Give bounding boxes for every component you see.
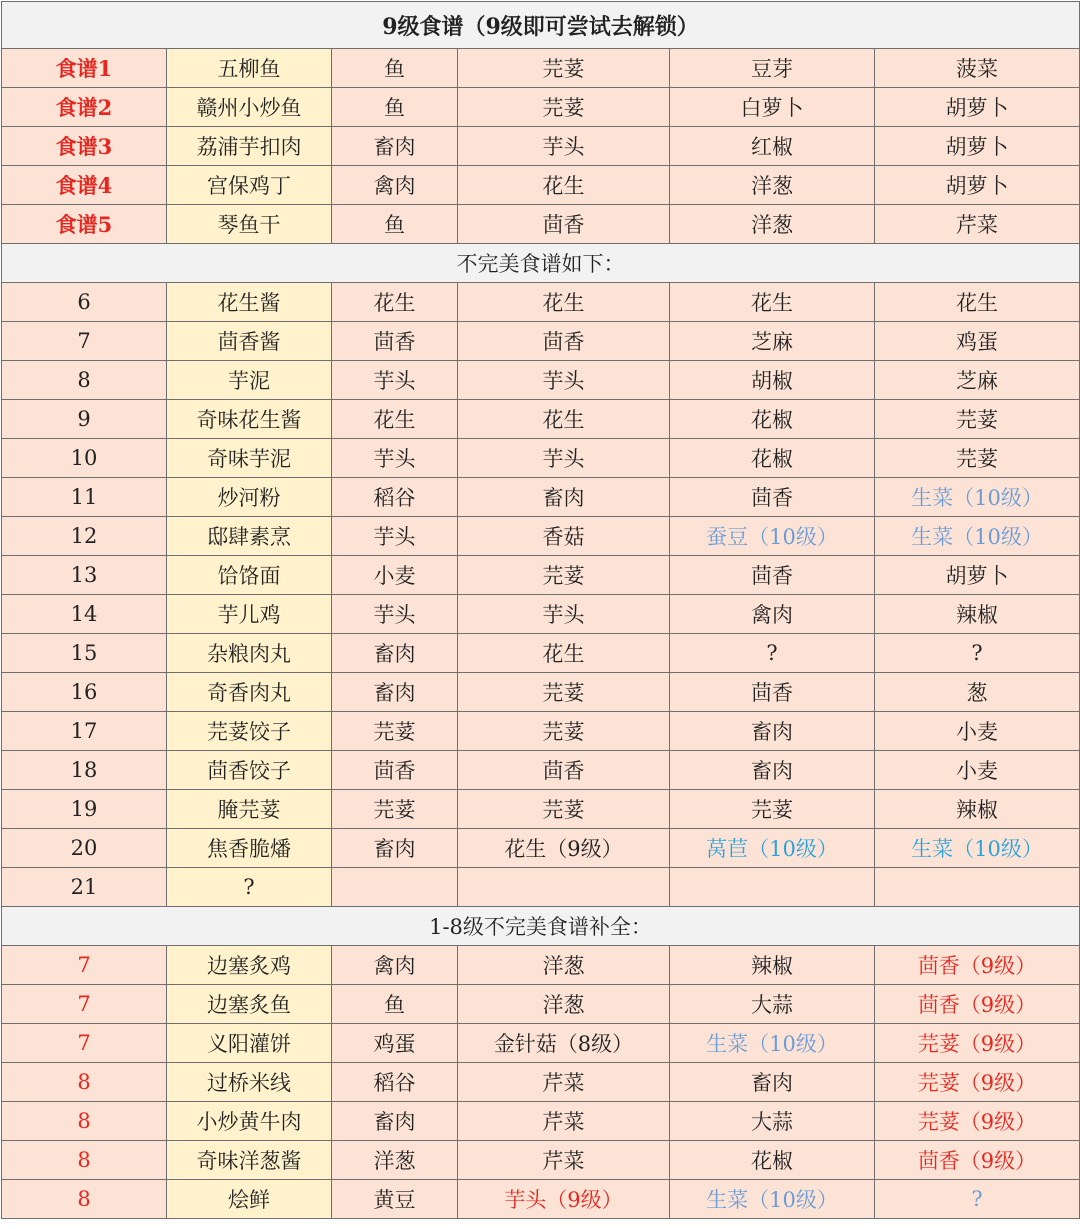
table-row — [2, 790, 1080, 829]
recipe-id: 7 — [2, 322, 167, 361]
recipe-name: 腌芫荽 — [167, 790, 332, 829]
ingredient-1: 茴香 — [332, 322, 458, 361]
recipe-name: 小炒黄牛肉 — [167, 1102, 332, 1141]
recipe-id: 6 — [2, 283, 167, 322]
ingredient-2: 花生 — [458, 400, 670, 439]
ingredient-3: 洋葱 — [670, 166, 875, 205]
recipe-name: 五柳鱼 — [167, 49, 332, 88]
ingredient-2: 芋头 — [458, 361, 670, 400]
recipe-name: 奇味花生酱 — [167, 400, 332, 439]
section-header-imperfect: 不完美食谱如下： — [2, 244, 1080, 283]
ingredient-4: 茴香（9级） — [875, 946, 1080, 985]
ingredient-3: 生菜（10级） — [670, 1024, 875, 1063]
ingredient-1: 芋头 — [332, 361, 458, 400]
table-row — [2, 439, 1080, 478]
ingredient-4: 芫荽（9级） — [875, 1063, 1080, 1102]
ingredient-1: 畜肉 — [332, 829, 458, 868]
recipe-name: 琴鱼干 — [167, 205, 332, 244]
ingredient-4: 胡萝卜 — [875, 127, 1080, 166]
recipe-name: ? — [167, 868, 332, 907]
ingredient-1: 芋头 — [332, 439, 458, 478]
ingredient-3: 畜肉 — [670, 1063, 875, 1102]
section-header-row — [2, 244, 1080, 283]
recipe-level: 8 — [2, 1102, 167, 1141]
ingredient-2: 茴香 — [458, 751, 670, 790]
section-header-row — [2, 907, 1080, 946]
recipe-table — [1, 1, 1080, 1219]
recipe-name: 杂粮肉丸 — [167, 634, 332, 673]
ingredient-2: 芋头 — [458, 439, 670, 478]
ingredient-2: 金针菇（8级） — [458, 1024, 670, 1063]
ingredient-1: 洋葱 — [332, 1141, 458, 1180]
table-row — [2, 829, 1080, 868]
recipe-name: 奇味洋葱酱 — [167, 1141, 332, 1180]
table-title-row — [2, 2, 1080, 49]
ingredient-2 — [458, 868, 670, 907]
recipe-id: 14 — [2, 595, 167, 634]
table-row — [2, 361, 1080, 400]
ingredient-3: 豆芽 — [670, 49, 875, 88]
ingredient-4: 花生 — [875, 283, 1080, 322]
ingredient-3: 莴苣（10级） — [670, 829, 875, 868]
ingredient-2: 洋葱 — [458, 985, 670, 1024]
ingredient-1: 鱼 — [332, 88, 458, 127]
table-row — [2, 1180, 1080, 1219]
ingredient-1: 畜肉 — [332, 634, 458, 673]
ingredient-3: 花椒 — [670, 439, 875, 478]
ingredient-4: 小麦 — [875, 751, 1080, 790]
ingredient-3: 茴香 — [670, 556, 875, 595]
table-row — [2, 868, 1080, 907]
section-header-complete: 1-8级不完美食谱补全： — [2, 907, 1080, 946]
ingredient-2: 花生 — [458, 634, 670, 673]
ingredient-1: 芋头 — [332, 595, 458, 634]
table-row — [2, 400, 1080, 439]
recipe-level: 7 — [2, 985, 167, 1024]
table-row — [2, 946, 1080, 985]
ingredient-4: 葱 — [875, 673, 1080, 712]
recipe-id: 8 — [2, 361, 167, 400]
ingredient-4: 胡萝卜 — [875, 88, 1080, 127]
ingredient-3: 白萝卜 — [670, 88, 875, 127]
recipe-id: 18 — [2, 751, 167, 790]
ingredient-4: 小麦 — [875, 712, 1080, 751]
table-row — [2, 673, 1080, 712]
recipe-name: 茴香酱 — [167, 322, 332, 361]
table-row — [2, 634, 1080, 673]
recipe-level: 8 — [2, 1063, 167, 1102]
table-row — [2, 1024, 1080, 1063]
ingredient-1: 黄豆 — [332, 1180, 458, 1219]
ingredient-3: 洋葱 — [670, 205, 875, 244]
table-row — [2, 127, 1080, 166]
table-row — [2, 985, 1080, 1024]
recipe-name: 芫荽饺子 — [167, 712, 332, 751]
recipe-id: 17 — [2, 712, 167, 751]
ingredient-3: 红椒 — [670, 127, 875, 166]
table-title: 9级食谱（9级即可尝试去解锁） — [2, 2, 1080, 49]
ingredient-4: 芹菜 — [875, 205, 1080, 244]
recipe-id: 15 — [2, 634, 167, 673]
recipe-id: 食谱2 — [2, 88, 167, 127]
ingredient-2: 芫荽 — [458, 88, 670, 127]
recipe-id: 21 — [2, 868, 167, 907]
ingredient-3: 生菜（10级） — [670, 1180, 875, 1219]
ingredient-1: 小麦 — [332, 556, 458, 595]
recipe-name: 宫保鸡丁 — [167, 166, 332, 205]
ingredient-3: 胡椒 — [670, 361, 875, 400]
ingredient-3: 茴香 — [670, 673, 875, 712]
recipe-level: 8 — [2, 1141, 167, 1180]
ingredient-4: 芫荽 — [875, 439, 1080, 478]
ingredient-2: 芫荽 — [458, 556, 670, 595]
recipe-id: 19 — [2, 790, 167, 829]
recipe-level: 7 — [2, 946, 167, 985]
ingredient-2: 芋头 — [458, 595, 670, 634]
ingredient-2: 芋头（9级） — [458, 1180, 670, 1219]
ingredient-3: 畜肉 — [670, 712, 875, 751]
ingredient-1: 稻谷 — [332, 478, 458, 517]
table-row — [2, 322, 1080, 361]
recipe-name: 邸肆素烹 — [167, 517, 332, 556]
ingredient-2: 芫荽 — [458, 673, 670, 712]
table-row — [2, 205, 1080, 244]
ingredient-2: 洋葱 — [458, 946, 670, 985]
ingredient-4: 茴香（9级） — [875, 1141, 1080, 1180]
ingredient-3 — [670, 868, 875, 907]
recipe-name: 赣州小炒鱼 — [167, 88, 332, 127]
table-row — [2, 1063, 1080, 1102]
table-row — [2, 166, 1080, 205]
ingredient-4: 生菜（10级） — [875, 478, 1080, 517]
ingredient-1: 花生 — [332, 283, 458, 322]
ingredient-1: 畜肉 — [332, 1102, 458, 1141]
recipe-id: 9 — [2, 400, 167, 439]
ingredient-4: 辣椒 — [875, 595, 1080, 634]
ingredient-3: 大蒜 — [670, 1102, 875, 1141]
ingredient-1: 畜肉 — [332, 673, 458, 712]
ingredient-3: 芫荽 — [670, 790, 875, 829]
ingredient-2: 香菇 — [458, 517, 670, 556]
recipe-id: 食谱5 — [2, 205, 167, 244]
ingredient-4 — [875, 868, 1080, 907]
ingredient-3: 禽肉 — [670, 595, 875, 634]
ingredient-4: 胡萝卜 — [875, 556, 1080, 595]
ingredient-3: 芝麻 — [670, 322, 875, 361]
ingredient-1: 禽肉 — [332, 166, 458, 205]
ingredient-2: 芹菜 — [458, 1063, 670, 1102]
ingredient-4: 鸡蛋 — [875, 322, 1080, 361]
recipe-name: 边塞炙鸡 — [167, 946, 332, 985]
ingredient-3: 花椒 — [670, 1141, 875, 1180]
table-row — [2, 1141, 1080, 1180]
ingredient-2: 茴香 — [458, 322, 670, 361]
ingredient-1: 芫荽 — [332, 790, 458, 829]
table-row — [2, 556, 1080, 595]
recipe-id: 10 — [2, 439, 167, 478]
ingredient-1: 鱼 — [332, 49, 458, 88]
ingredient-3: 花生 — [670, 283, 875, 322]
ingredient-4: 芝麻 — [875, 361, 1080, 400]
recipe-name: 义阳灌饼 — [167, 1024, 332, 1063]
ingredient-4: ? — [875, 634, 1080, 673]
ingredient-1: 畜肉 — [332, 127, 458, 166]
table-row — [2, 88, 1080, 127]
ingredient-3: 花椒 — [670, 400, 875, 439]
recipe-name: 边塞炙鱼 — [167, 985, 332, 1024]
recipe-name: 焦香脆燔 — [167, 829, 332, 868]
ingredient-2: 芫荽 — [458, 712, 670, 751]
ingredient-3: ? — [670, 634, 875, 673]
recipe-id: 20 — [2, 829, 167, 868]
recipe-name: 过桥米线 — [167, 1063, 332, 1102]
table-row — [2, 517, 1080, 556]
ingredient-2: 畜肉 — [458, 478, 670, 517]
recipe-name: 奇香肉丸 — [167, 673, 332, 712]
recipe-name: 荔浦芋扣肉 — [167, 127, 332, 166]
recipe-name: 烩鲜 — [167, 1180, 332, 1219]
ingredient-4: 菠菜 — [875, 49, 1080, 88]
ingredient-4: 芫荽（9级） — [875, 1024, 1080, 1063]
ingredient-4: 茴香（9级） — [875, 985, 1080, 1024]
ingredient-1: 鱼 — [332, 205, 458, 244]
ingredient-2: 芫荽 — [458, 49, 670, 88]
ingredient-1: 花生 — [332, 400, 458, 439]
table-row — [2, 712, 1080, 751]
recipe-name: 芋泥 — [167, 361, 332, 400]
ingredient-3: 蚕豆（10级） — [670, 517, 875, 556]
ingredient-2: 芋头 — [458, 127, 670, 166]
ingredient-3: 辣椒 — [670, 946, 875, 985]
ingredient-3: 畜肉 — [670, 751, 875, 790]
ingredient-2: 花生（9级） — [458, 829, 670, 868]
recipe-id: 13 — [2, 556, 167, 595]
ingredient-1: 禽肉 — [332, 946, 458, 985]
ingredient-2: 花生 — [458, 166, 670, 205]
ingredient-2: 芫荽 — [458, 790, 670, 829]
ingredient-1: 芋头 — [332, 517, 458, 556]
recipe-name: 饸饹面 — [167, 556, 332, 595]
recipe-name: 奇味芋泥 — [167, 439, 332, 478]
ingredient-2: 芹菜 — [458, 1102, 670, 1141]
table-row — [2, 478, 1080, 517]
recipe-id: 12 — [2, 517, 167, 556]
ingredient-1: 鸡蛋 — [332, 1024, 458, 1063]
recipe-level: 7 — [2, 1024, 167, 1063]
recipe-id: 16 — [2, 673, 167, 712]
ingredient-3: 茴香 — [670, 478, 875, 517]
table-row — [2, 1102, 1080, 1141]
ingredient-4: 胡萝卜 — [875, 166, 1080, 205]
ingredient-4: ? — [875, 1180, 1080, 1219]
recipe-name: 炒河粉 — [167, 478, 332, 517]
ingredient-3: 大蒜 — [670, 985, 875, 1024]
ingredient-4: 芫荽（9级） — [875, 1102, 1080, 1141]
recipe-name: 芋儿鸡 — [167, 595, 332, 634]
table-row — [2, 751, 1080, 790]
ingredient-1: 稻谷 — [332, 1063, 458, 1102]
ingredient-2: 茴香 — [458, 205, 670, 244]
recipe-level: 8 — [2, 1180, 167, 1219]
recipe-id: 食谱4 — [2, 166, 167, 205]
recipe-name: 花生酱 — [167, 283, 332, 322]
ingredient-4: 生菜（10级） — [875, 829, 1080, 868]
ingredient-2: 芹菜 — [458, 1141, 670, 1180]
ingredient-4: 生菜（10级） — [875, 517, 1080, 556]
ingredient-1: 茴香 — [332, 751, 458, 790]
ingredient-1: 鱼 — [332, 985, 458, 1024]
table-row — [2, 49, 1080, 88]
table-row — [2, 283, 1080, 322]
recipe-name: 茴香饺子 — [167, 751, 332, 790]
ingredient-4: 芫荽 — [875, 400, 1080, 439]
ingredient-1: 芫荽 — [332, 712, 458, 751]
recipe-id: 食谱3 — [2, 127, 167, 166]
recipe-id: 11 — [2, 478, 167, 517]
ingredient-2: 花生 — [458, 283, 670, 322]
ingredient-1 — [332, 868, 458, 907]
table-row — [2, 595, 1080, 634]
recipe-id: 食谱1 — [2, 49, 167, 88]
ingredient-4: 辣椒 — [875, 790, 1080, 829]
